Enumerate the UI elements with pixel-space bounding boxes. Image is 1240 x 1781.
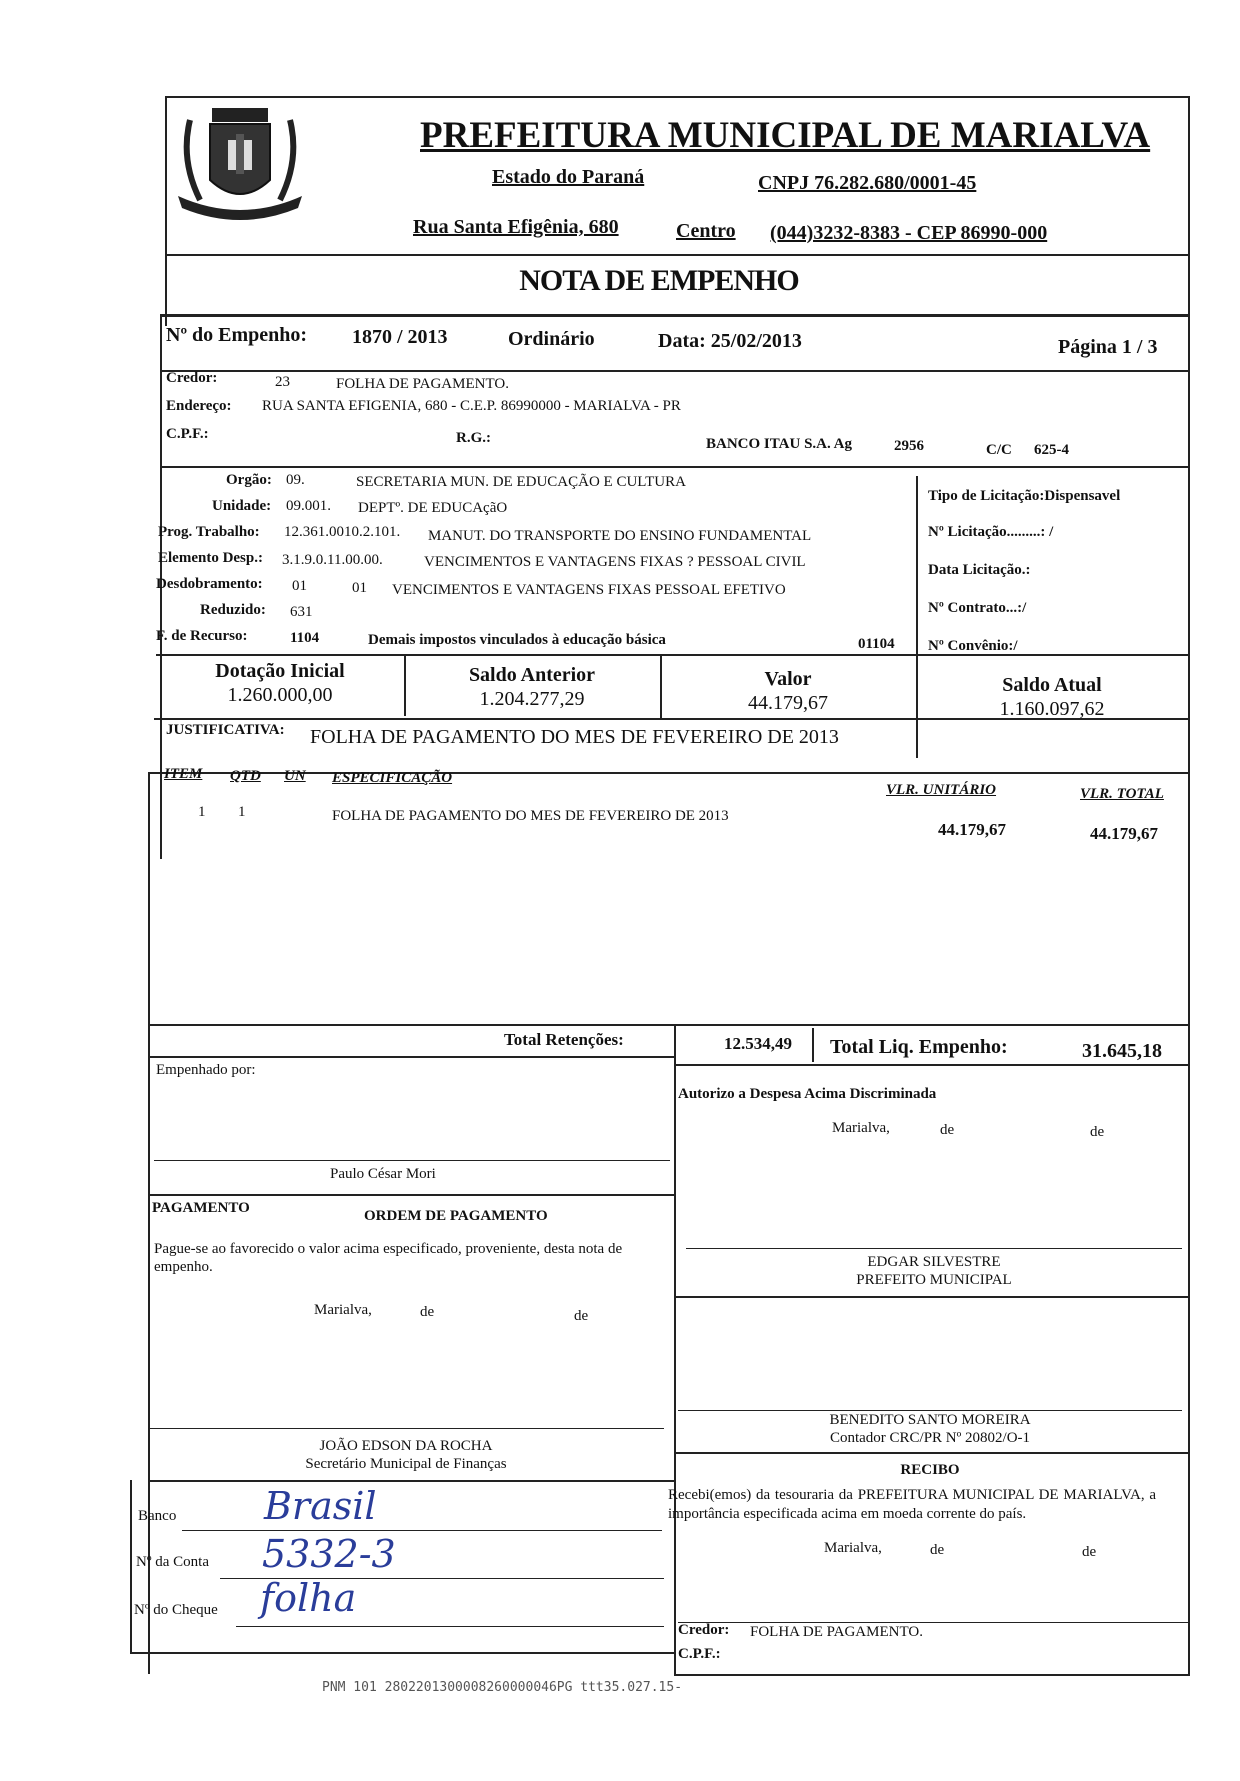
cheque-handwritten: folha bbox=[260, 1576, 357, 1620]
cpf-label: C.P.F.: bbox=[166, 426, 209, 442]
licitacao-tipo: Tipo de Licitação:Dispensavel bbox=[928, 488, 1121, 504]
recurso-code: 1104 bbox=[290, 630, 320, 646]
empenhado-name: Paulo César Mori bbox=[330, 1166, 436, 1182]
phone-cep-label: (044)3232-8383 - CEP 86990-000 bbox=[770, 222, 1048, 244]
unidade-label: Unidade: bbox=[212, 498, 272, 514]
municipal-seal bbox=[170, 100, 310, 222]
recibo-credor-name: FOLHA DE PAGAMENTO. bbox=[750, 1624, 923, 1640]
account-label: C/C bbox=[986, 442, 1012, 458]
credor-name: FOLHA DE PAGAMENTO. bbox=[336, 376, 509, 392]
orgao-label: Orgão: bbox=[226, 472, 272, 488]
recibo-city: Marialva, bbox=[824, 1540, 882, 1556]
autorizo-city: Marialva, bbox=[832, 1120, 890, 1136]
elem-label: Elemento Desp.: bbox=[158, 550, 263, 566]
contador-name: BENEDITO SANTO MOREIRA bbox=[829, 1412, 1031, 1428]
desd-name: VENCIMENTOS E VANTAGENS FIXAS PESSOAL EFETIVO bbox=[392, 582, 786, 598]
recibo-credor-label: Credor: bbox=[678, 1622, 730, 1638]
recurso-code-2: 01104 bbox=[858, 636, 895, 652]
recibo-title: RECIBO bbox=[900, 1462, 960, 1478]
elem-code: 3.1.9.0.11.00.00. bbox=[282, 552, 383, 568]
credor-address: RUA SANTA EFIGENIA, 680 - C.E.P. 86990000 - MARIALVA - PR bbox=[262, 398, 681, 414]
recibo-text: Recebi(emos) da tesouraria da PREFEITURA MUNICIPAL DE MARIALVA, a importância especificada acima em moeda corrente do país. bbox=[668, 1487, 1156, 1522]
valor-label: Valor bbox=[764, 668, 812, 690]
address-label: Endereço: bbox=[166, 398, 232, 414]
empenho-number-label: Nº do Empenho: bbox=[166, 324, 308, 346]
ordem-pagamento-label: ORDEM DE PAGAMENTO bbox=[364, 1208, 548, 1224]
cheque-label: Nº do Cheque bbox=[134, 1602, 218, 1618]
reduzido-label: Reduzido: bbox=[200, 602, 266, 618]
col-especificacao: ESPECIFICAÇÃO bbox=[332, 770, 453, 786]
empenho-form bbox=[130, 96, 1188, 1676]
prog-name: MANUT. DO TRANSPORTE DO ENSINO FUNDAMENTAL bbox=[428, 528, 812, 544]
pague-text: Pague-se ao favorecido o valor acima especificado, proveniente, desta nota de empenho. bbox=[154, 1241, 623, 1275]
dotacao-label: Dotação Inicial bbox=[215, 660, 345, 682]
dotacao-value: 1.260.000,00 bbox=[227, 684, 333, 706]
orgao-code: 09. bbox=[286, 472, 305, 488]
saldo-atual-label: Saldo Atual bbox=[1002, 674, 1102, 696]
row-unit-value: 44.179,67 bbox=[938, 820, 1006, 839]
desd-b: 01 bbox=[352, 580, 367, 596]
page-number: Página 1 / 3 bbox=[1058, 336, 1158, 358]
street-label: Rua Santa Efigênia, 680 bbox=[413, 216, 619, 238]
row-desc: FOLHA DE PAGAMENTO DO MES DE FEVEREIRO DE 2013 bbox=[332, 808, 729, 824]
pagamento-label: PAGAMENTO bbox=[152, 1200, 250, 1216]
secretario-name: JOÃO EDSON DA ROCHA bbox=[319, 1438, 493, 1454]
pagamento-city: Marialva, bbox=[314, 1302, 372, 1318]
justificativa-label: JUSTIFICATIVA: bbox=[166, 722, 285, 738]
contador-title: Contador CRC/PR Nº 20802/O-1 bbox=[829, 1430, 1031, 1446]
conta-label: Nº da Conta bbox=[136, 1554, 209, 1570]
recibo-cpf-label: C.P.F.: bbox=[678, 1646, 721, 1662]
recibo-de-1: de bbox=[930, 1542, 945, 1558]
prefeito-title: PREFEITO MUNICIPAL bbox=[856, 1272, 1012, 1288]
credor-label: Credor: bbox=[166, 370, 218, 386]
col-qtd: QTD bbox=[230, 768, 261, 784]
prefeito-name: EDGAR SILVESTRE bbox=[867, 1254, 1001, 1270]
row-total-value: 44.179,67 bbox=[1090, 824, 1158, 843]
col-vlr-unitario: VLR. UNITÁRIO bbox=[886, 782, 997, 798]
autorizo-label: Autorizo a Despesa Acima Discriminada bbox=[678, 1086, 937, 1102]
desd-label: Desdobramento: bbox=[156, 576, 263, 592]
justificativa-text: FOLHA DE PAGAMENTO DO MES DE FEVEREIRO DE 2013 bbox=[310, 726, 839, 748]
pagamento-de-1: de bbox=[420, 1304, 435, 1320]
secretario-title: Secretário Municipal de Finanças bbox=[305, 1456, 507, 1472]
district-label: Centro bbox=[676, 220, 736, 242]
desd-a: 01 bbox=[292, 578, 307, 594]
credor-code: 23 bbox=[275, 374, 290, 390]
bank-name: BANCO ITAU S.A. Ag bbox=[706, 436, 852, 452]
cnpj-label: CNPJ 76.282.680/0001-45 bbox=[758, 172, 977, 194]
bank-agency: 2956 bbox=[894, 438, 924, 454]
col-un: UN bbox=[284, 768, 306, 784]
autorizo-de-1: de bbox=[940, 1122, 955, 1138]
contrato-numero: Nº Contrato...:/ bbox=[928, 600, 1027, 616]
col-vlr-total: VLR. TOTAL bbox=[1080, 786, 1164, 802]
licitacao-numero: Nº Licitação.........: / bbox=[928, 524, 1054, 540]
conta-handwritten: 5332-3 bbox=[262, 1532, 396, 1576]
liquido-label: Total Liq. Empenho: bbox=[830, 1036, 1008, 1058]
empenhado-label: Empenhado por: bbox=[156, 1062, 256, 1078]
col-item: ITEM bbox=[164, 766, 203, 782]
orgao-name: SECRETARIA MUN. DE EDUCAÇÃO E CULTURA bbox=[356, 474, 686, 490]
state-label: Estado do Paraná bbox=[492, 166, 645, 188]
saldo-atual-value: 1.160.097,62 bbox=[999, 698, 1105, 720]
empenho-number: 1870 / 2013 bbox=[352, 326, 448, 348]
retencoes-label: Total Retenções: bbox=[504, 1030, 624, 1049]
row-qtd: 1 bbox=[238, 804, 246, 820]
liquido-value: 31.645,18 bbox=[1082, 1040, 1162, 1062]
elem-name: VENCIMENTOS E VANTAGENS FIXAS ? PESSOAL CIVIL bbox=[424, 554, 806, 570]
document-title: NOTA DE EMPENHO bbox=[519, 264, 799, 297]
recurso-label: F. de Recurso: bbox=[156, 628, 248, 644]
prog-code: 12.361.0010.2.101. bbox=[284, 524, 401, 540]
retencoes-value: 12.534,49 bbox=[724, 1034, 792, 1053]
autorizo-de-2: de bbox=[1090, 1124, 1105, 1140]
prog-label: Prog. Trabalho: bbox=[158, 524, 260, 540]
licitacao-data: Data Licitação.: bbox=[928, 562, 1031, 578]
empenho-date: Data: 25/02/2013 bbox=[658, 330, 802, 352]
municipality-title: PREFEITURA MUNICIPAL DE MARIALVA bbox=[420, 115, 1151, 156]
account-number: 625-4 bbox=[1034, 442, 1069, 458]
unidade-name: DEPTº. DE EDUCAçãO bbox=[358, 500, 508, 516]
footer-code: PNM 101 2802201300008260000046PG ttt35.027.15- bbox=[322, 1680, 683, 1695]
banco-label: Banco bbox=[138, 1508, 177, 1524]
banco-handwritten: Brasil bbox=[264, 1484, 377, 1528]
convenio-numero: Nº Convênio:/ bbox=[928, 638, 1018, 654]
rg-label: R.G.: bbox=[456, 430, 491, 446]
row-item: 1 bbox=[198, 804, 206, 820]
saldo-anterior-value: 1.204.277,29 bbox=[479, 688, 585, 710]
reduzido-value: 631 bbox=[290, 604, 313, 620]
recibo-de-2: de bbox=[1082, 1544, 1097, 1560]
valor-value: 44.179,67 bbox=[748, 692, 828, 714]
empenho-type: Ordinário bbox=[508, 328, 595, 350]
unidade-code: 09.001. bbox=[286, 498, 331, 514]
saldo-anterior-label: Saldo Anterior bbox=[468, 664, 596, 686]
pagamento-de-2: de bbox=[574, 1308, 589, 1324]
recurso-name: Demais impostos vinculados à educação básica bbox=[368, 632, 666, 648]
